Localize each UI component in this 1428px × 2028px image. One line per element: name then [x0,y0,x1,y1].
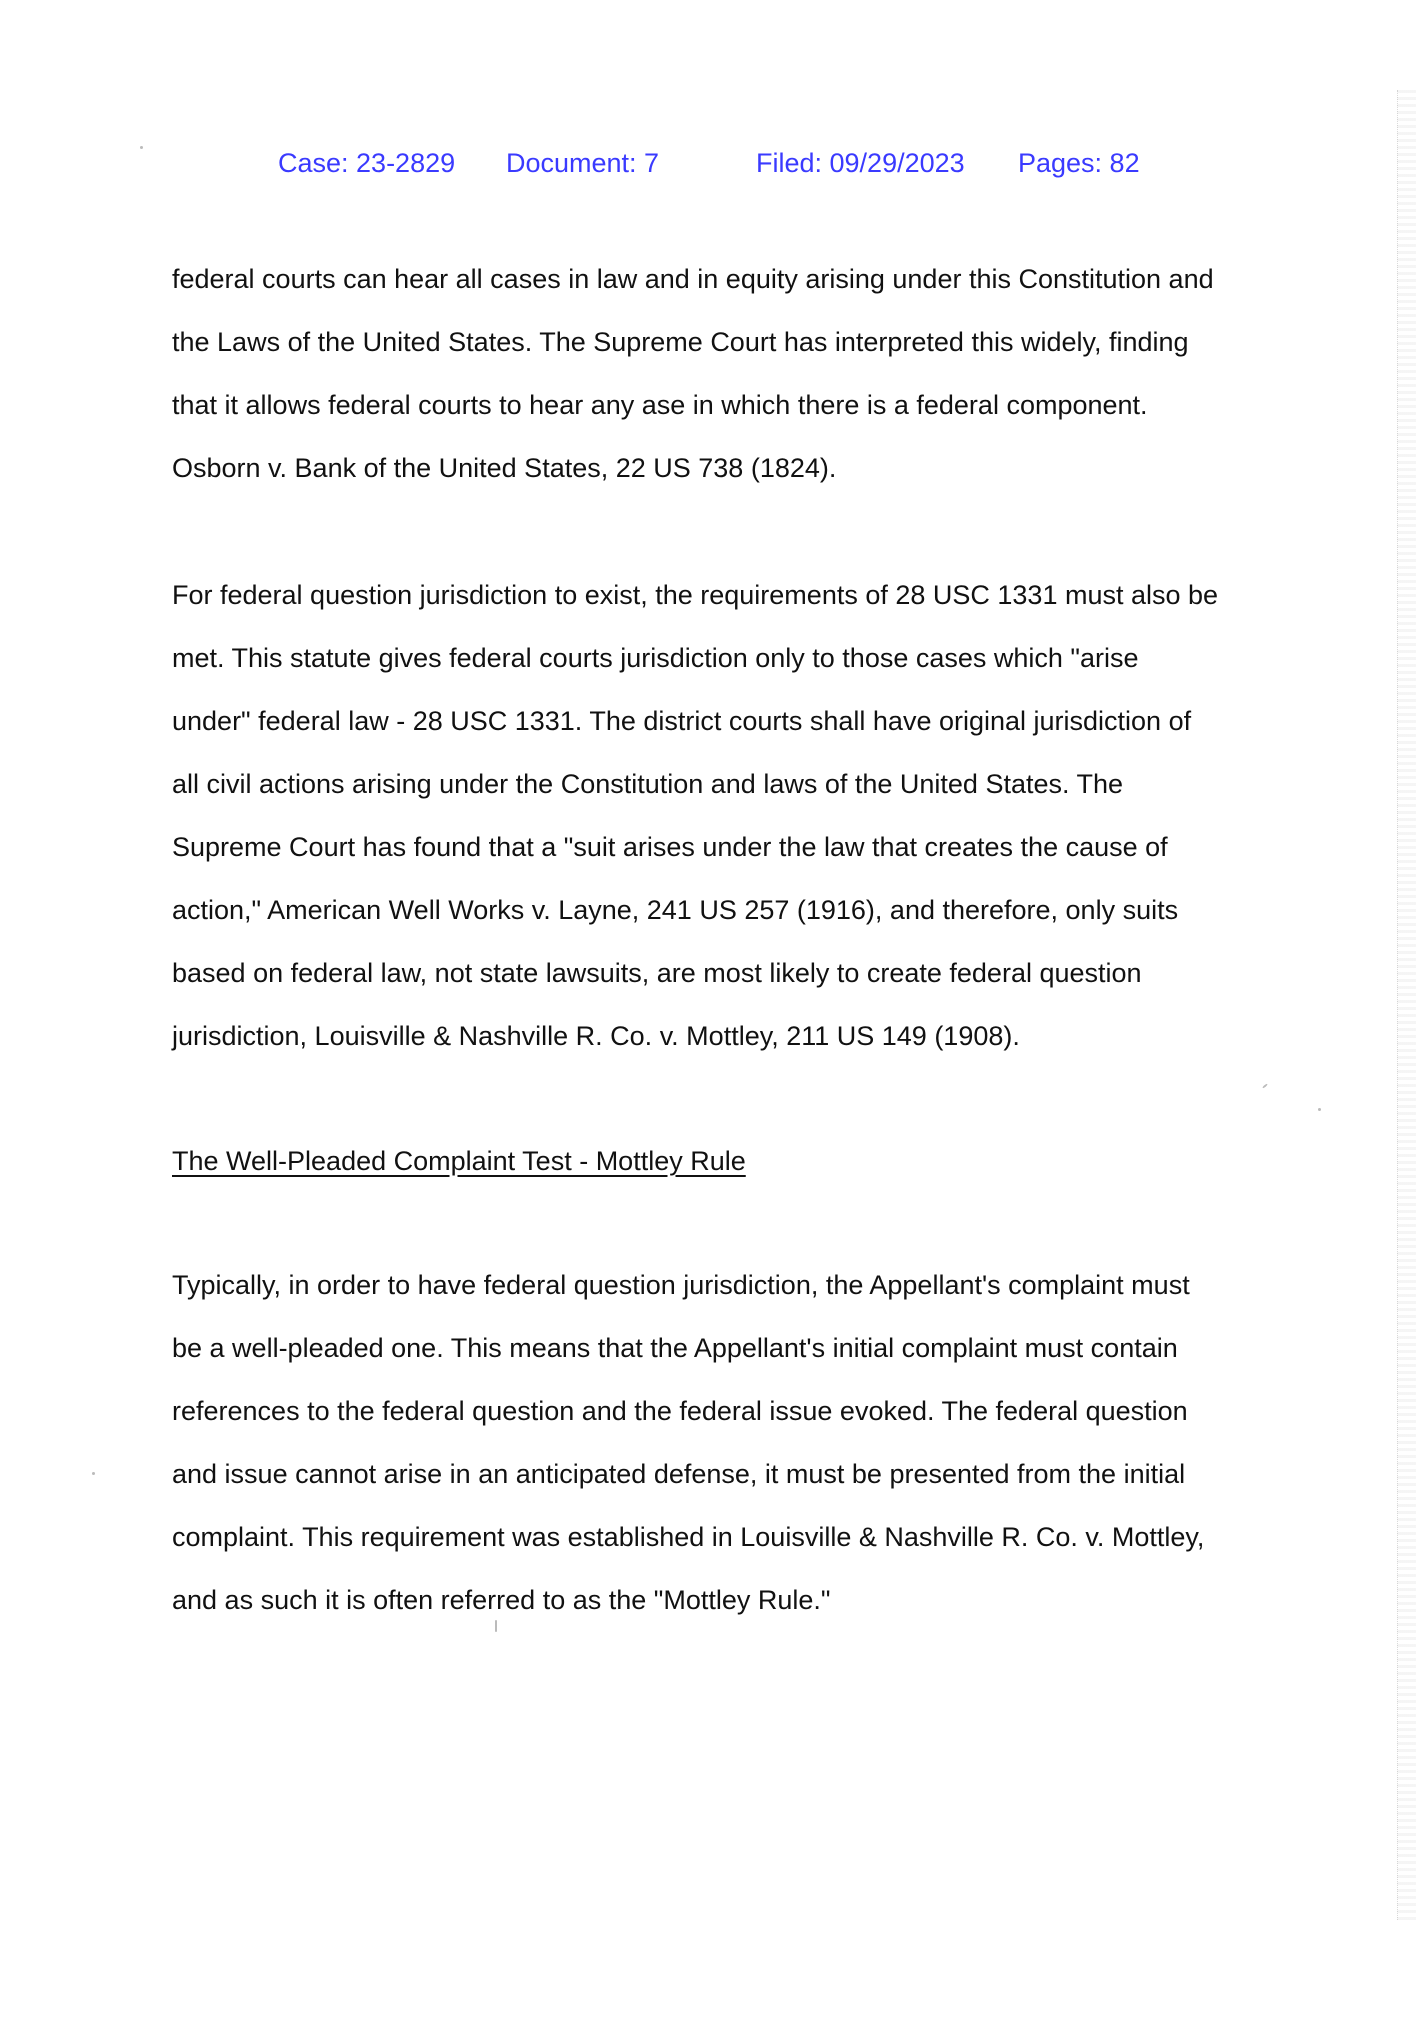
paragraph-line: jurisdiction, Louisville & Nashville R. Co. v. Mottley, 211 US 149 (1908). [172,1021,1020,1051]
header-filed-date: Filed: 09/29/2023 [756,148,965,178]
section-heading: The Well-Pleaded Complaint Test - Mottley Rule [172,1146,746,1176]
paragraph-line: that it allows federal courts to hear any ase in which there is a federal component. [172,390,1148,420]
paragraph-line: the Laws of the United States. The Supreme Court has interpreted this widely, finding [172,327,1189,357]
paragraph-line: be a well-pleaded one. This means that the Appellant's initial complaint must contain [172,1333,1178,1363]
paragraph-line: complaint. This requirement was established in Louisville & Nashville R. Co. v. Mottley, [172,1522,1205,1552]
paragraph-line: action," American Well Works v. Layne, 241 US 257 (1916), and therefore, only suits [172,895,1179,925]
paragraph-line: and as such it is often referred to as the "Mottley Rule." [172,1585,831,1615]
header-page-count: Pages: 82 [1018,148,1140,178]
paragraph-3 [172,1254,1292,1632]
paragraph-line: under" federal law - 28 USC 1331. The district courts shall have original jurisdiction of [172,706,1192,736]
scan-speck [92,1472,95,1475]
scan-speck [495,1620,497,1632]
paragraph-1 [172,248,1292,500]
header-case-number: Case: 23-2829 [278,148,456,178]
paragraph-line: federal courts can hear all cases in law and in equity arising under this Constitution and [172,264,1214,294]
paragraph-line: and issue cannot arise in an anticipated defense, it must be presented from the initial [172,1459,1186,1489]
scan-speck [1318,1108,1321,1111]
scan-speck [1262,1083,1268,1088]
paragraph-line: all civil actions arising under the Constitution and laws of the United States. The [172,769,1124,799]
scan-edge-artifact [1397,90,1416,1920]
paragraph-line: Typically, in order to have federal question jurisdiction, the Appellant's complaint must [172,1270,1190,1300]
paragraph-line: For federal question jurisdiction to exist, the requirements of 28 USC 1331 must also be [172,580,1219,610]
paragraph-line: met. This statute gives federal courts jurisdiction only to those cases which "arise [172,643,1139,673]
header-document-number: Document: 7 [506,148,660,178]
court-filing-header [0,148,1428,188]
scan-speck [140,146,143,149]
paragraph-line: Osborn v. Bank of the United States, 22 US 738 (1824). [172,453,837,483]
paragraph-line: Supreme Court has found that a "suit arises under the law that creates the cause of [172,832,1168,862]
paragraph-line: references to the federal question and the federal issue evoked. The federal question [172,1396,1188,1426]
paragraph-line: based on federal law, not state lawsuits, are most likely to create federal question [172,958,1142,988]
paragraph-2 [172,564,1292,1068]
